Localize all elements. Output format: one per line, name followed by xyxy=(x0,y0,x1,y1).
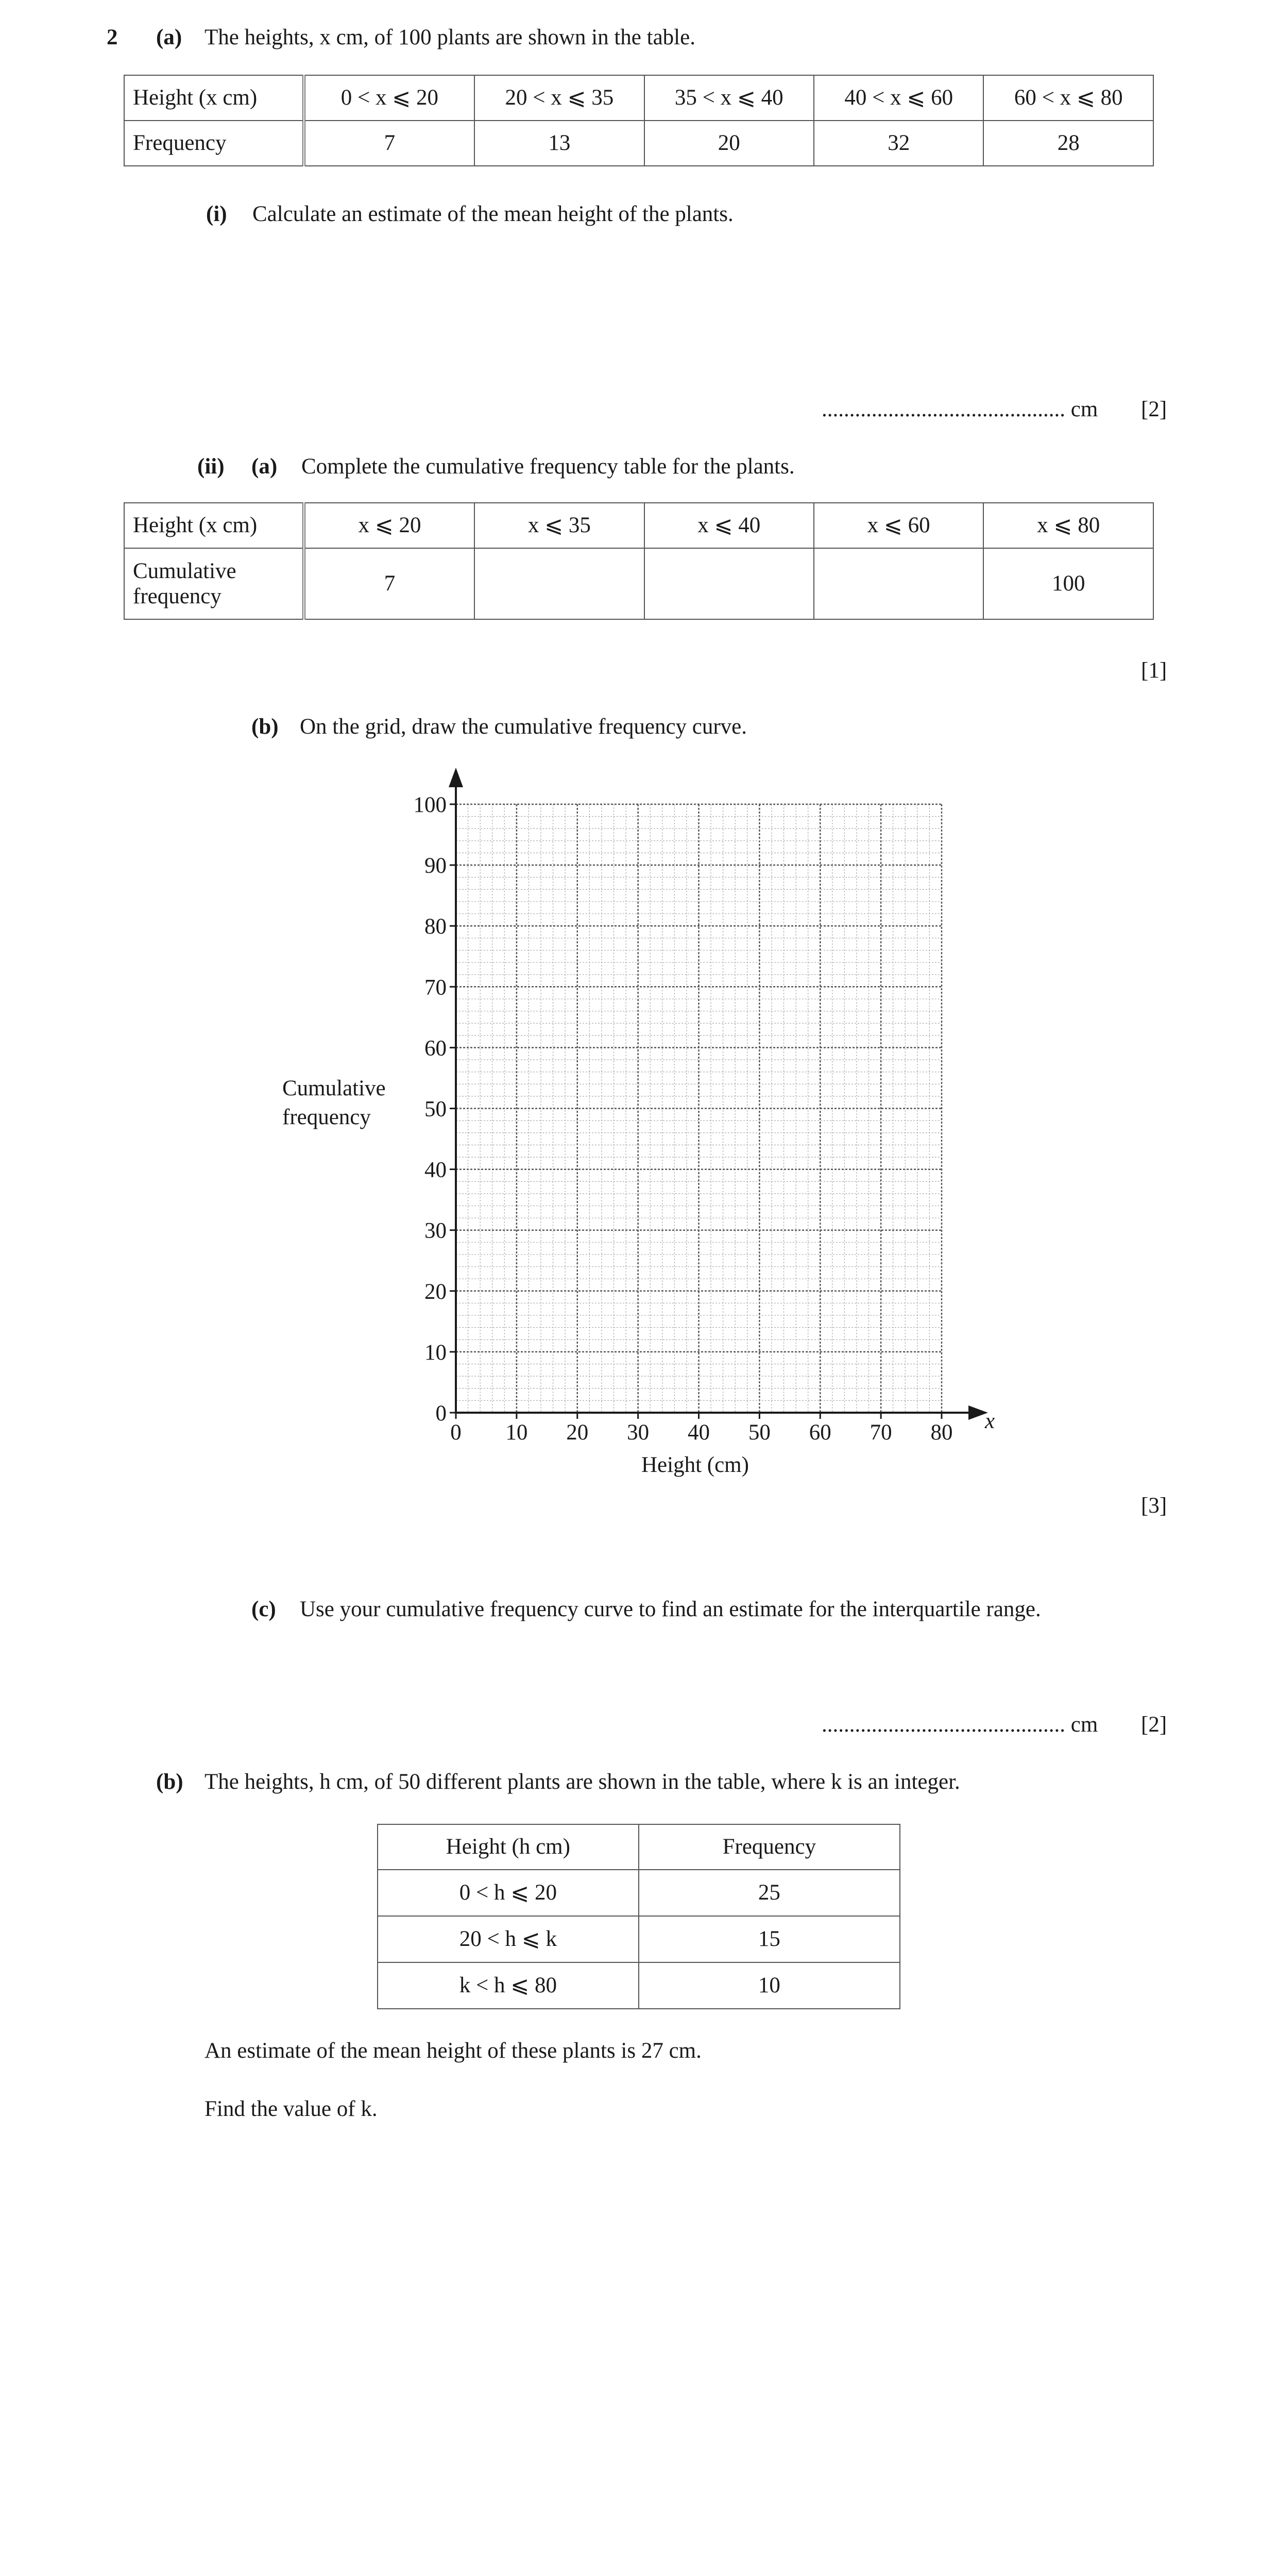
part-ii-label: (ii) xyxy=(197,454,225,479)
y-tick-label: 80 xyxy=(424,914,447,939)
y-tick-label: 0 xyxy=(435,1401,447,1426)
x-variable-label: x xyxy=(985,1409,995,1433)
table1-freq-4: 32 xyxy=(814,121,983,166)
table3-row1-freq: 25 xyxy=(639,1870,900,1916)
grid-lines xyxy=(456,804,942,1413)
x-tick-label: 30 xyxy=(627,1420,650,1445)
x-tick-label: 0 xyxy=(450,1420,462,1445)
part-b-find-k: Find the value of k. xyxy=(205,2097,378,2121)
x-tick-label: 40 xyxy=(688,1420,710,1445)
table2-row2-label: Cumulative frequency xyxy=(124,548,304,619)
part-ii-b-label: (b) xyxy=(251,715,279,739)
grid-x-label: Height (cm) xyxy=(641,1453,749,1477)
marks-3-curve: [3] xyxy=(1141,1494,1167,1518)
answer-line-mean[interactable]: ............................................ cm xyxy=(822,397,1098,421)
marks-2-mean: [2] xyxy=(1141,397,1167,421)
table3-row2-freq: 15 xyxy=(639,1916,900,1962)
table1-interval-5: 60 < x ⩽ 80 xyxy=(983,75,1153,121)
answer-line-iqr[interactable]: ............................................ cm xyxy=(822,1713,1098,1737)
part-ii-b-text: On the grid, draw the cumulative frequency curve. xyxy=(300,715,747,739)
x-tick-label: 80 xyxy=(930,1420,953,1445)
marks-1-table: [1] xyxy=(1141,658,1167,683)
heights-k-table xyxy=(377,1824,900,2009)
table1-row1-label: Height (x cm) xyxy=(124,75,304,121)
table2-value-5: 100 xyxy=(983,548,1153,619)
table1-freq-2: 13 xyxy=(474,121,644,166)
part-ii-a-label: (a) xyxy=(251,454,278,479)
x-tick-label: 20 xyxy=(566,1420,589,1445)
table1-interval-1: 0 < x ⩽ 20 xyxy=(304,75,474,121)
table3-row1-interval: 0 < h ⩽ 20 xyxy=(378,1870,639,1916)
grid-y-label-line1: Cumulative xyxy=(282,1076,386,1100)
y-tick-label: 60 xyxy=(424,1036,447,1061)
table2-header-2: x ⩽ 35 xyxy=(474,503,644,548)
marks-2-iqr: [2] xyxy=(1141,1713,1167,1737)
table1-interval-4: 40 < x ⩽ 60 xyxy=(814,75,983,121)
y-axis-arrow-icon xyxy=(449,768,463,787)
table2-header-1: x ⩽ 20 xyxy=(304,503,474,548)
table1-interval-3: 35 < x ⩽ 40 xyxy=(644,75,814,121)
table2-value-1: 7 xyxy=(304,548,474,619)
table2-header-5: x ⩽ 80 xyxy=(983,503,1153,548)
table3-row3-freq: 10 xyxy=(639,1962,900,2009)
table1-row2-label: Frequency xyxy=(124,121,304,166)
x-tick-label: 70 xyxy=(870,1420,892,1445)
x-tick-label: 60 xyxy=(809,1420,831,1445)
part-b-mean-statement: An estimate of the mean height of these plants is 27 cm. xyxy=(205,2039,702,2063)
part-a-label: (a) xyxy=(156,25,182,49)
table1-interval-2: 20 < x ⩽ 35 xyxy=(474,75,644,121)
y-tick-label: 90 xyxy=(424,854,447,878)
part-ii-c-label: (c) xyxy=(251,1597,276,1621)
y-tick-label: 30 xyxy=(424,1218,447,1243)
y-tick-label: 40 xyxy=(424,1158,447,1182)
y-tick-label: 20 xyxy=(424,1279,447,1304)
question-number: 2 xyxy=(107,25,118,49)
table3-col2-header: Frequency xyxy=(639,1824,900,1870)
table3-col1-header: Height (h cm) xyxy=(378,1824,639,1870)
y-tick-label: 100 xyxy=(413,793,447,817)
y-tick-label: 10 xyxy=(424,1340,447,1365)
part-a-text: The heights, x cm, of 100 plants are shown in the table. xyxy=(205,25,695,49)
part-i-label: (i) xyxy=(206,202,227,226)
part-i-text: Calculate an estimate of the mean height of the plants. xyxy=(252,202,734,226)
table3-row3-interval: k < h ⩽ 80 xyxy=(378,1962,639,2009)
x-tick-label: 10 xyxy=(505,1420,528,1445)
y-tick-label: 70 xyxy=(424,975,447,1000)
table1-freq-5: 28 xyxy=(983,121,1153,166)
grid-y-label-line2: frequency xyxy=(282,1105,371,1129)
table2-header-3: x ⩽ 40 xyxy=(644,503,814,548)
table1-freq-1: 7 xyxy=(304,121,474,166)
table3-row2-interval: 20 < h ⩽ k xyxy=(378,1916,639,1962)
table2-header-4: x ⩽ 60 xyxy=(814,503,983,548)
table1-freq-3: 20 xyxy=(644,121,814,166)
table2-row1-label: Height (x cm) xyxy=(124,503,304,548)
part-b-text: The heights, h cm, of 50 different plants are shown in the table, where k is an integer. xyxy=(205,1770,960,1794)
part-ii-a-text: Complete the cumulative frequency table for the plants. xyxy=(301,454,795,479)
part-ii-c-text: Use your cumulative frequency curve to find an estimate for the interquartile range. xyxy=(300,1597,1041,1621)
part-b-label: (b) xyxy=(156,1770,183,1794)
y-tick-label: 50 xyxy=(424,1097,447,1122)
x-tick-label: 50 xyxy=(748,1420,771,1445)
grid-tick-labels xyxy=(414,793,995,1445)
